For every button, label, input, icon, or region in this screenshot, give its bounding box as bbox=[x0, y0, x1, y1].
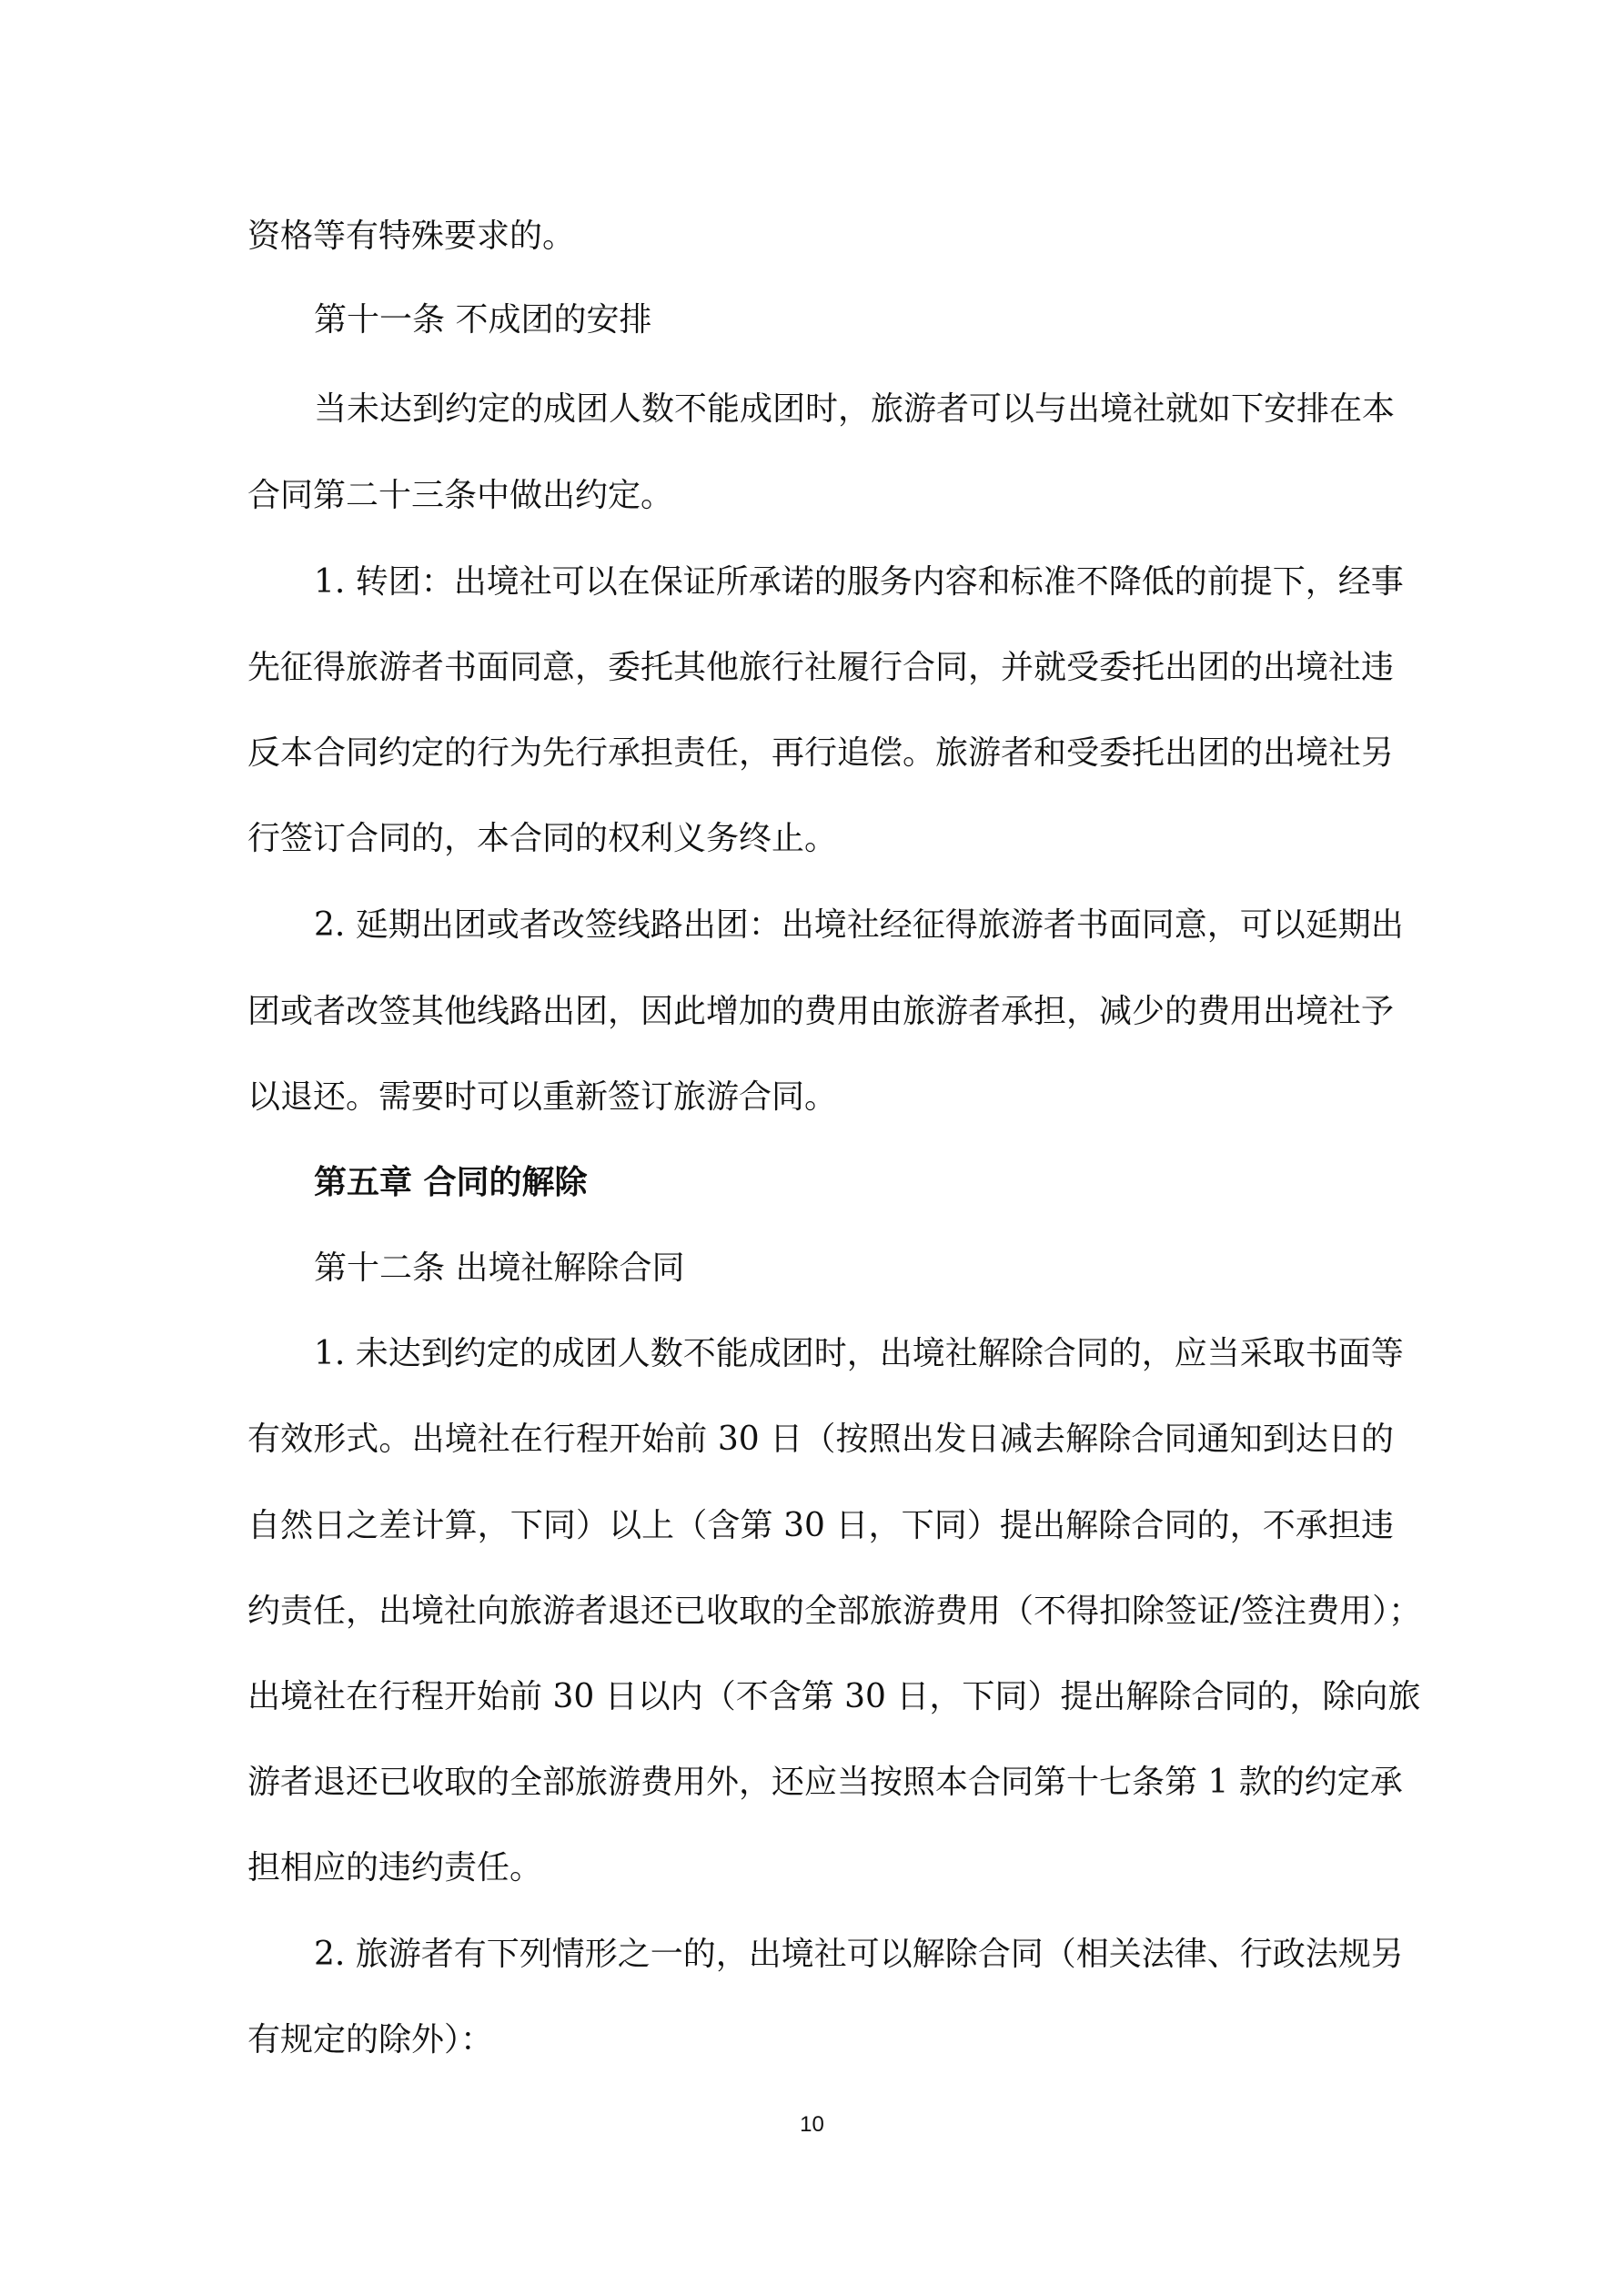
paragraph-line: 团或者改签其他线路出团，因此增加的费用由旅游者承担，减少的费用出境社予 bbox=[247, 993, 1395, 1030]
paragraph-line: 合同第二十三条中做出约定。 bbox=[247, 477, 674, 514]
paragraph-line: 有规定的除外）： bbox=[247, 2021, 494, 2058]
paragraph-line: 行签订合同的，本合同的权利义务终止。 bbox=[247, 820, 838, 857]
paragraph-line: 2. 延期出团或者改签线路出团：出境社经征得旅游者书面同意，可以延期出 bbox=[314, 906, 1404, 944]
paragraph-line: 资格等有特殊要求的。 bbox=[247, 217, 576, 255]
paragraph-line: 1. 转团：出境社可以在保证所承诺的服务内容和标准不降低的前提下，经事 bbox=[314, 563, 1404, 601]
paragraph-line: 游者退还已收取的全部旅游费用外，还应当按照本合同第十七条第 1 款的约定承 bbox=[247, 1764, 1403, 1801]
article-heading: 第十二条 出境社解除合同 bbox=[314, 1249, 685, 1287]
paragraph-line: 自然日之差计算，下同）以上（含第 30 日，下同）提出解除合同的，不承担违 bbox=[247, 1507, 1394, 1544]
page-number: 10 bbox=[800, 2112, 824, 2137]
paragraph-line: 当未达到约定的成团人数不能成团时，旅游者可以与出境社就如下安排在本 bbox=[314, 390, 1396, 428]
chapter-heading: 第五章 合同的解除 bbox=[314, 1164, 588, 1201]
paragraph-line: 反本合同约定的行为先行承担责任，再行追偿。旅游者和受委托出团的出境社另 bbox=[247, 734, 1395, 772]
paragraph-line: 出境社在行程开始前 30 日以内（不含第 30 日，下同）提出解除合同的，除向旅 bbox=[247, 1678, 1421, 1715]
paragraph-line: 先征得旅游者书面同意，委托其他旅行社履行合同，并就受委托出团的出境社违 bbox=[247, 649, 1395, 686]
paragraph-line: 2. 旅游者有下列情形之一的，出境社可以解除合同（相关法律、行政法规另 bbox=[314, 1936, 1404, 1973]
paragraph-line: 以退还。需要时可以重新签订旅游合同。 bbox=[247, 1078, 838, 1116]
paragraph-line: 有效形式。出境社在行程开始前 30 日（按照出发日减去解除合同通知到达日的 bbox=[247, 1421, 1394, 1458]
paragraph-line: 1. 未达到约定的成团人数不能成团时，出境社解除合同的，应当采取书面等 bbox=[314, 1335, 1404, 1372]
paragraph-line: 担相应的违约责任。 bbox=[247, 1849, 543, 1886]
paragraph-line: 约责任，出境社向旅游者退还已收取的全部旅游费用（不得扣除签证/签注费用）； bbox=[247, 1593, 1422, 1630]
article-heading: 第十一条 不成团的安排 bbox=[314, 301, 652, 339]
